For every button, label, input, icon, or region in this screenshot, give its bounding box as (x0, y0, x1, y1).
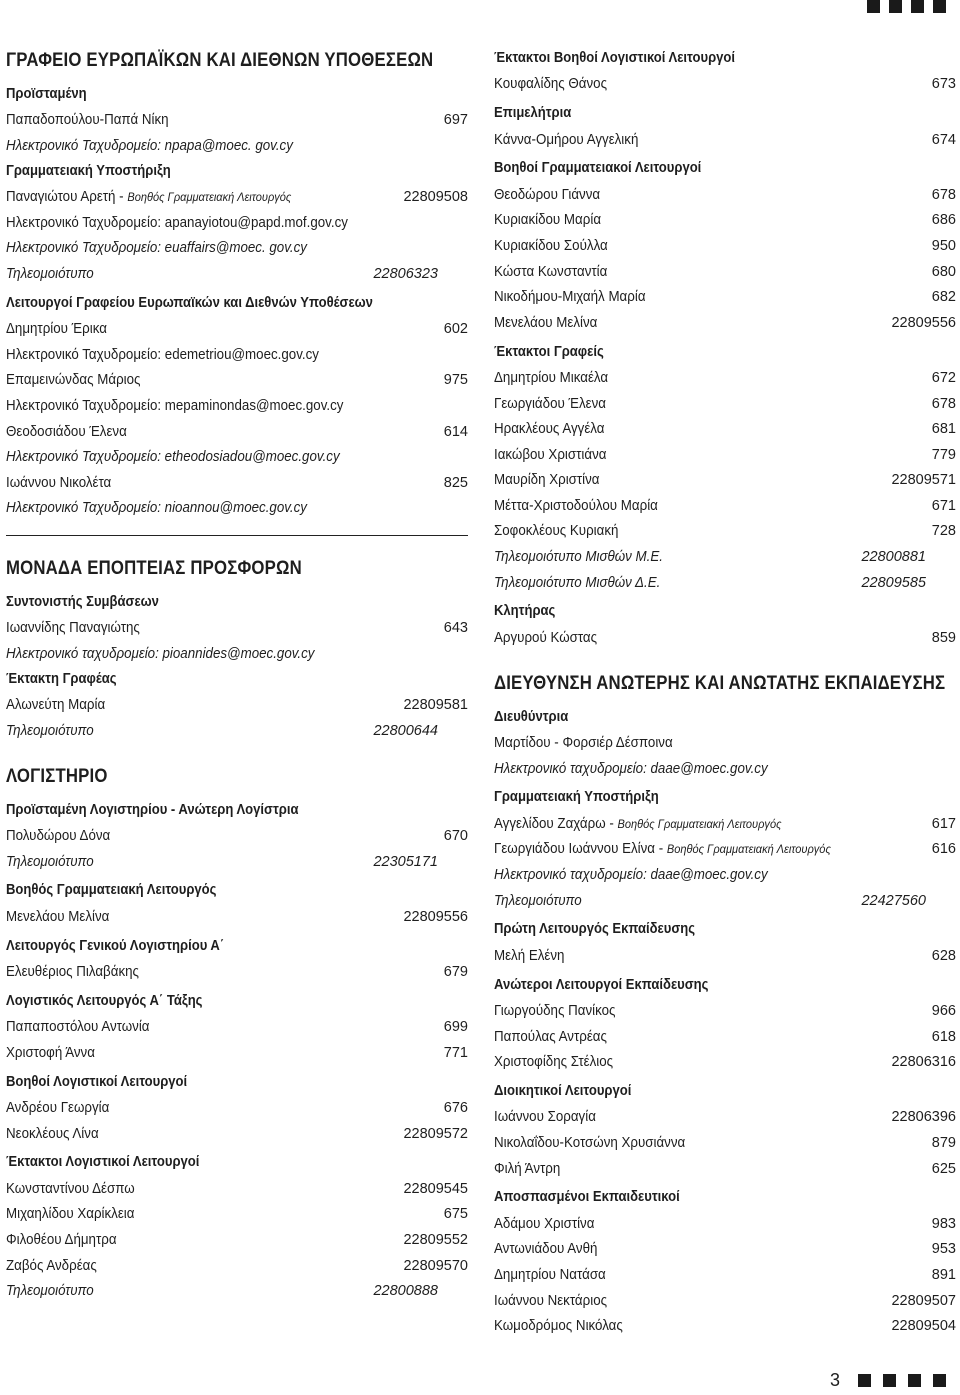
subsection-heading: Διοικητικοί Λειτουργοί (494, 1082, 632, 1099)
contact-phone: 22809556 (403, 908, 468, 925)
contact-row (6, 616, 468, 642)
right-column (494, 46, 956, 1339)
staff-list (494, 998, 956, 1075)
staff-row (6, 1227, 468, 1253)
staff-phone: 879 (931, 1134, 956, 1151)
subsection-heading: Συντονιστής Συμβάσεων (6, 594, 159, 611)
contact-name-text: Παναγιώτου Αρετή - (6, 189, 128, 206)
staff-row (6, 1014, 468, 1040)
staff-phone: 673 (931, 76, 956, 93)
staff-name: Γιωργούδης Πανίκος (494, 1002, 616, 1019)
fax-label: Τηλεομοιότυπο (6, 722, 94, 739)
fax-number: 22427560 (861, 892, 926, 909)
staff-name: Παπαποστόλου Αντωνία (6, 1019, 150, 1036)
officers-list (6, 316, 468, 521)
officer-row (6, 419, 468, 445)
email-row (6, 393, 468, 419)
left-column (6, 38, 468, 1304)
staff-phone: 682 (931, 289, 956, 306)
staff-name: Μελή Ελένη (494, 947, 565, 964)
contact-phone: 670 (443, 828, 468, 845)
staff-name: Χριστοφή Άννα (6, 1044, 95, 1061)
contact-name: Ελευθέριος Πιλαβάκης (6, 964, 139, 981)
fax-row (494, 888, 956, 914)
officer-phone: 975 (443, 372, 468, 389)
section-divider (6, 535, 468, 536)
staff-name: Ανδρέου Γεωργία (6, 1099, 110, 1116)
staff-phone: 681 (931, 421, 956, 438)
staff-name: Μενελάου Μελίνα (494, 314, 598, 331)
email-row (6, 496, 468, 522)
contact-name: Αλωνεύτη Μαρία (6, 697, 106, 714)
staff-list (494, 182, 956, 336)
square-icon (933, 0, 946, 13)
staff-list (6, 1176, 468, 1278)
subsection-heading: Έκτακτη Γραφέας (6, 670, 117, 687)
staff-list (494, 1105, 956, 1182)
staff-name: Μιχαηλίδου Χαρίκλεια (6, 1206, 135, 1223)
staff-name: Ιωάννου Σοραγία (494, 1109, 596, 1126)
email-row (6, 133, 468, 159)
fax-number: 22305171 (373, 853, 438, 870)
staff-name: Παπούλας Αντρέας (494, 1028, 607, 1045)
email-text[interactable]: Ηλεκτρονικό ταχυδρομείο: pioannides@moec.gov.cy (6, 646, 315, 663)
staff-name: Χριστοφίδης Στέλιος (494, 1054, 614, 1071)
staff-phone: 678 (931, 186, 956, 203)
contact-name (494, 816, 781, 832)
staff-name: Κυριακίδου Σούλλα (494, 237, 608, 254)
officer-name: Ιωάννου Νικολέτα (6, 474, 112, 491)
contact-name-text: Γεωργιάδου Ιωάννου Ελίνα - (494, 841, 667, 858)
subsection-heading: Λειτουργός Γενικού Λογιστηρίου Α΄ (6, 937, 225, 954)
officer-row (6, 470, 468, 496)
contact-phone: 22809581 (403, 697, 468, 714)
staff-phone: 625 (931, 1160, 956, 1177)
staff-phone: 699 (443, 1019, 468, 1036)
officer-row (6, 316, 468, 342)
staff-phone: 22806316 (891, 1054, 956, 1071)
staff-row (6, 1121, 468, 1147)
staff-phone: 675 (443, 1206, 468, 1223)
staff-list (494, 365, 956, 544)
email-text[interactable]: Ηλεκτρονικό Ταχυδρομείο: mepaminondas@moec.gov.cy (6, 397, 344, 414)
staff-phone: 22806396 (891, 1109, 956, 1126)
staff-list (494, 625, 956, 651)
staff-name: Φιλή Άντρη (494, 1160, 561, 1177)
staff-phone: 22809570 (403, 1257, 468, 1274)
email-text[interactable]: Ηλεκτρονικό Ταχυδρομείο: apanayiotou@papd.mof.gov.cy (6, 214, 348, 231)
contact-phone: 697 (443, 112, 468, 129)
staff-row (6, 1040, 468, 1066)
email-row (6, 641, 468, 667)
fax-row (6, 261, 468, 287)
staff-name: Κωμοδρόμος Νικόλας (494, 1318, 623, 1335)
subsection-heading: Έκτακτοι Βοηθοί Λογιστικοί Λειτουργοί (494, 50, 736, 66)
staff-name: Κάννα-Ομήρου Αγγελική (494, 131, 639, 148)
staff-row (494, 943, 956, 969)
staff-phone: 22809552 (403, 1231, 468, 1248)
email-text[interactable]: Ηλεκτρονικό ταχυδρομείο: daae@moec.gov.cy (494, 867, 768, 884)
staff-row (494, 365, 956, 391)
section-title: ΛΟΓΙΣΤΗΡΙΟ (6, 764, 108, 787)
officer-phone: 602 (443, 321, 468, 338)
contact-name (6, 189, 291, 205)
contact-row (494, 837, 956, 863)
staff-row (494, 310, 956, 336)
staff-list (494, 127, 956, 153)
subsection-heading: Λειτουργοί Γραφείου Ευρωπαϊκών και Διεθνών Υποθέσεων (6, 294, 373, 311)
staff-row (494, 1024, 956, 1050)
section-title: ΜΟΝΑΔΑ ΕΠΟΠΤΕΙΑΣ ΠΡΟΣΦΟΡΩΝ (6, 557, 302, 580)
staff-list (494, 1211, 956, 1339)
staff-phone: 678 (931, 395, 956, 412)
subsection-heading: Γραμματειακή Υποστήριξη (6, 162, 171, 179)
fax-row (6, 849, 468, 875)
staff-name: Μέττα-Χριστοδούλου Μαρία (494, 497, 658, 514)
square-icon (883, 1374, 896, 1387)
staff-row (494, 998, 956, 1024)
fax-number: 22800888 (373, 1283, 438, 1300)
contact-name: Παπαδοπούλου-Παπά Νίκη (6, 112, 169, 129)
staff-phone: 771 (443, 1044, 468, 1061)
staff-name: Ηρακλέους Αγγέλα (494, 421, 605, 438)
subsection-heading: Προϊσταμένη Λογιστηρίου - Ανώτερη Λογίστρια (6, 801, 299, 818)
staff-phone: 674 (931, 131, 956, 148)
staff-name: Μαυρίδη Χριστίνα (494, 472, 600, 489)
staff-list (494, 943, 956, 969)
staff-row (494, 1156, 956, 1182)
subsection-heading: Έκτακτοι Λογιστικοί Λειτουργοί (6, 1154, 200, 1171)
staff-row (494, 233, 956, 259)
officer-phone: 825 (443, 474, 468, 491)
fax-label: Τηλεομοιότυπο Μισθών Μ.Ε. (494, 549, 663, 566)
subsection-heading: Βοηθοί Γραμματειακοί Λειτουργοί (494, 160, 702, 177)
contact-name (494, 841, 831, 857)
page-footer (830, 1370, 946, 1391)
page-number: 3 (829, 1370, 840, 1390)
contact-name: Ιωαννίδης Παναγιώτης (6, 620, 140, 637)
contact-row (6, 108, 468, 134)
square-icon (867, 0, 880, 13)
email-row (494, 862, 956, 888)
staff-phone: 779 (931, 446, 956, 463)
subsection-heading: Αποσπασμένοι Εκπαιδευτικοί (494, 1189, 680, 1206)
staff-name: Θεοδώρου Γιάννα (494, 186, 601, 203)
staff-phone: 953 (931, 1241, 956, 1258)
staff-row (494, 72, 956, 98)
subsection-heading: Γραμματειακή Υποστήριξη (494, 789, 659, 806)
officer-row (6, 368, 468, 394)
subsection-heading: Επιμελήτρια (494, 105, 572, 122)
staff-name: Κωνσταντίνου Δέσπω (6, 1180, 135, 1197)
staff-row (6, 1095, 468, 1121)
contact-row (494, 730, 956, 756)
staff-row (6, 1176, 468, 1202)
subsection-heading: Έκτακτοι Γραφείς (494, 343, 604, 360)
fax-number: 22800644 (373, 722, 438, 739)
staff-row (494, 493, 956, 519)
staff-row (494, 416, 956, 442)
contact-name: Μαρτίδου - Φορσιέρ Δέσποινα (494, 735, 673, 752)
staff-phone: 22809507 (891, 1292, 956, 1309)
email-text[interactable]: Ηλεκτρονικό Ταχυδρομείο: edemetriou@moec.gov.cy (6, 346, 319, 363)
square-icon (911, 0, 924, 13)
square-icon (933, 1374, 946, 1387)
staff-row (494, 1237, 956, 1263)
staff-phone: 22809545 (403, 1180, 468, 1197)
email-text[interactable]: Ηλεκτρονικό Ταχυδρομείο: etheodosiadou@moec.gov.cy (6, 449, 340, 466)
contact-phone: 617 (931, 815, 956, 832)
staff-row (494, 1211, 956, 1237)
square-icon (889, 0, 902, 13)
contact-role: Βοηθός Γραμματειακή Λειτουργός (617, 816, 782, 831)
staff-row (494, 284, 956, 310)
fax-label: Τηλεομοιότυπο Μισθών Δ.Ε. (494, 574, 661, 591)
staff-phone: 672 (931, 369, 956, 386)
officer-name: Δημητρίου Έρικα (6, 321, 107, 338)
contact-row (6, 823, 468, 849)
email-text[interactable]: Ηλεκτρονικό Ταχυδρομείο: npapa@moec. gov.cy (6, 137, 293, 154)
officer-name: Επαμεινώνδας Μάριος (6, 372, 141, 389)
subsection-heading: Λογιστικός Λειτουργός Α΄ Τάξης (6, 992, 203, 1009)
fax-label: Τηλεομοιότυπο (494, 892, 582, 909)
contact-role: Βοηθός Γραμματειακή Λειτουργός (127, 190, 292, 205)
staff-row (494, 1130, 956, 1156)
staff-phone: 966 (931, 1002, 956, 1019)
subsection-heading: Διευθύντρια (494, 708, 569, 725)
staff-phone: 983 (931, 1215, 956, 1232)
officer-phone: 614 (443, 423, 468, 440)
contact-row (6, 904, 468, 930)
fax-row (6, 1278, 468, 1304)
staff-row (494, 208, 956, 234)
fax-number: 22806323 (373, 265, 438, 282)
contact-name: Πολυδώρου Δόνα (6, 828, 111, 845)
fax-label: Τηλεομοιότυπο (6, 853, 94, 870)
staff-phone: 671 (931, 497, 956, 514)
staff-row (494, 1049, 956, 1075)
staff-name: Νεοκλέους Λίνα (6, 1125, 99, 1142)
staff-name: Ζαβός Ανδρέας (6, 1257, 97, 1274)
staff-phone: 891 (931, 1266, 956, 1283)
contact-row (494, 811, 956, 837)
staff-name: Δημητρίου Νατάσα (494, 1266, 606, 1283)
staff-phone: 22809556 (891, 314, 956, 331)
staff-phone: 676 (443, 1099, 468, 1116)
staff-row (494, 1288, 956, 1314)
email-text[interactable]: Ηλεκτρονικό ταχυδρομείο: daae@moec.gov.cy (494, 760, 768, 777)
staff-name: Φιλοθέου Δήμητρα (6, 1231, 117, 1248)
email-row (6, 210, 468, 236)
staff-phone: 22809571 (891, 472, 956, 489)
staff-phone: 618 (931, 1028, 956, 1045)
staff-phone: 859 (931, 629, 956, 646)
staff-phone: 22809572 (403, 1125, 468, 1142)
subsection-heading: Προϊσταμένη (6, 86, 87, 102)
email-text[interactable]: Ηλεκτρονικό Ταχυδρομείο: nioannou@moec.gov.cy (6, 500, 307, 517)
section-title: ΔΙΕΥΘΥΝΣΗ ΑΝΩΤΕΡΗΣ ΚΑΙ ΑΝΩΤΑΤΗΣ ΕΚΠΑΙΔΕΥΣΗΣ (494, 671, 946, 694)
staff-name: Δημητρίου Μικαέλα (494, 369, 609, 386)
subsection-heading: Κλητήρας (494, 603, 556, 620)
staff-list (6, 1014, 468, 1065)
staff-row (494, 127, 956, 153)
square-icon (908, 1374, 921, 1387)
subsection-heading: Ανώτεροι Λειτουργοί Εκπαίδευσης (494, 976, 709, 993)
staff-name: Γεωργιάδου Έλενα (494, 395, 606, 412)
subsection-heading: Βοηθοί Λογιστικοί Λειτουργοί (6, 1073, 188, 1090)
fax-number: 22809585 (861, 574, 926, 591)
staff-phone: 950 (931, 237, 956, 254)
staff-phone: 728 (931, 523, 956, 540)
fax-label: Τηλεομοιότυπο (6, 265, 94, 282)
staff-name: Νικολαΐδου-Κοτσώνη Χρυσιάννα (494, 1134, 686, 1151)
subsection-heading: Πρώτη Λειτουργός Εκπαίδευσης (494, 921, 696, 938)
contact-role: Βοηθός Γραμματειακή Λειτουργός (666, 842, 831, 857)
staff-name: Ιωάννου Νεκτάριος (494, 1292, 608, 1309)
staff-name: Κώστα Κωνσταντία (494, 263, 608, 280)
staff-name: Αδάμου Χριστίνα (494, 1215, 595, 1232)
contact-name-text: Αγγελίδου Ζαχάρω - (494, 815, 618, 832)
contact-phone: 616 (931, 841, 956, 858)
subsection-heading: Βοηθός Γραμματειακή Λειτουργός (6, 882, 217, 899)
staff-name: Αντωνιάδου Ανθή (494, 1241, 598, 1258)
contact-row (6, 959, 468, 985)
email-text[interactable]: Ηλεκτρονικό Ταχυδρομείο: euaffairs@moec. gov.cy (6, 240, 307, 257)
fax-label: Τηλεομοιότυπο (6, 1283, 94, 1300)
staff-phone: 628 (931, 947, 956, 964)
staff-row (494, 468, 956, 494)
fax-number: 22800881 (861, 549, 926, 566)
staff-name: Κουφαλίδης Θάνος (494, 76, 608, 93)
staff-row (494, 391, 956, 417)
contact-phone: 22809508 (403, 189, 468, 206)
staff-name: Κυριακίδου Μαρία (494, 212, 602, 229)
staff-phone: 686 (931, 212, 956, 229)
staff-name: Σοφοκλέους Κυριακή (494, 523, 619, 540)
fax-row (494, 570, 956, 596)
staff-row (494, 519, 956, 545)
staff-row (494, 1313, 956, 1339)
staff-row (494, 182, 956, 208)
email-row (6, 342, 468, 368)
staff-row (494, 259, 956, 285)
email-row (6, 444, 468, 470)
fax-row (494, 544, 956, 570)
contact-name: Μενελάου Μελίνα (6, 908, 110, 925)
staff-list (494, 72, 956, 98)
contact-phone: 643 (443, 620, 468, 637)
staff-name: Αργυρού Κώστας (494, 629, 598, 646)
contact-row (6, 184, 468, 210)
staff-name: Νικοδήμου-Μιχαήλ Μαρία (494, 289, 646, 306)
corner-squares-decoration (867, 0, 946, 13)
staff-row (6, 1253, 468, 1279)
staff-row (494, 442, 956, 468)
staff-row (6, 1202, 468, 1228)
email-row (494, 756, 956, 782)
staff-row (494, 1262, 956, 1288)
contact-row (6, 692, 468, 718)
staff-row (494, 625, 956, 651)
staff-list (6, 1095, 468, 1146)
email-row (6, 236, 468, 262)
fax-row (6, 718, 468, 744)
staff-row (494, 1105, 956, 1131)
staff-name: Ιακώβου Χριστιάνα (494, 446, 607, 463)
section-title: ΓΡΑΦΕΙΟ ΕΥΡΩΠΑΪΚΩΝ ΚΑΙ ΔΙΕΘΝΩΝ ΥΠΟΘΕΣΕΩΝ (6, 49, 434, 71)
square-icon (858, 1374, 871, 1387)
staff-phone: 680 (931, 263, 956, 280)
staff-phone: 22809504 (891, 1318, 956, 1335)
contact-phone: 679 (443, 964, 468, 981)
officer-name: Θεοδοσιάδου Έλενα (6, 423, 127, 440)
